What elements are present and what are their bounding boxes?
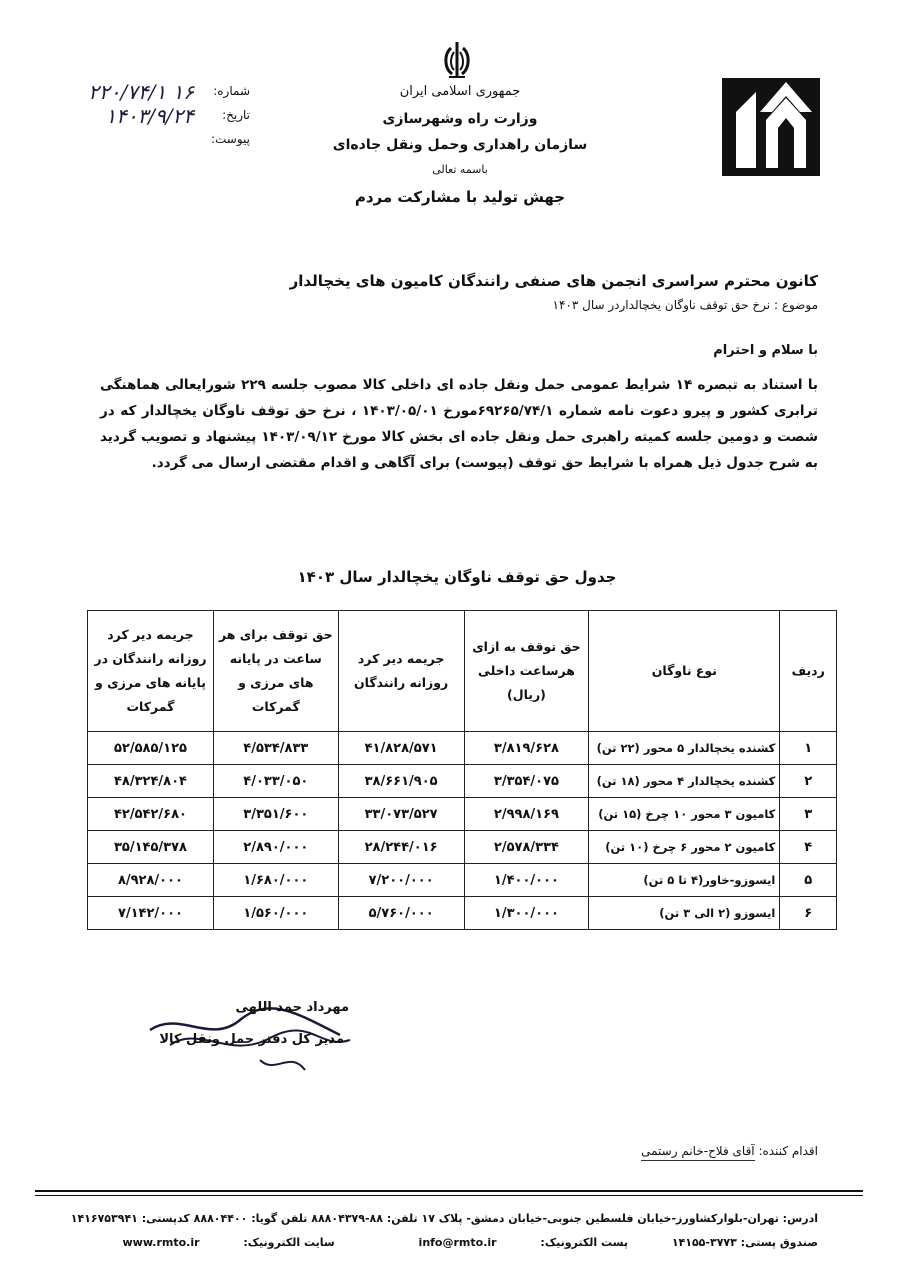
footer-contacts — [58, 1236, 818, 1249]
website-link[interactable]: www.rmto.ir — [122, 1236, 200, 1249]
action-by — [641, 1144, 818, 1158]
letter-meta — [70, 80, 250, 152]
iran-emblem-icon — [440, 40, 474, 80]
hourly-border: ۳/۳۵۱/۶۰۰ — [213, 798, 338, 831]
country-name: جمهوری اسلامی ایران — [399, 84, 521, 99]
invocation: باسمه تعالی — [432, 163, 488, 176]
organization-name: سازمان راهداری وحمل ونقل جاده‌ای — [332, 137, 588, 153]
row-number: ۳ — [780, 798, 837, 831]
header-hourly-border: حق توقف برای هر ساعت در پایانه های مرزی و گمرکات — [213, 611, 338, 732]
hourly-domestic: ۳/۳۵۴/۰۷۵ — [464, 765, 589, 798]
row-number: ۲ — [780, 765, 837, 798]
signatory-title: مدیر کل دفتر حمل ونقل کالا — [159, 1032, 344, 1047]
action-names: آقای فلاح-خانم رستمی — [641, 1144, 755, 1161]
fleet-type: کشنده یخچالدار ۵ محور (۲۲ تن) — [589, 732, 780, 765]
header-daily-penalty-border: جریمه دیر کرد روزانه رانندگان در پایانه های مرزی و گمرکات — [88, 611, 214, 732]
table-row — [88, 798, 837, 831]
row-number: ۶ — [780, 897, 837, 930]
table-title: جدول حق توقف ناوگان یخچالدار سال ۱۴۰۳ — [297, 568, 617, 586]
signatory-name: مهرداد حمد اللهی — [235, 1000, 349, 1015]
fleet-type: ایسوزو (۲ الی ۳ تن) — [589, 897, 780, 930]
row-number: ۵ — [780, 864, 837, 897]
website-block — [83, 1236, 335, 1249]
hourly-domestic: ۲/۹۹۸/۱۶۹ — [464, 798, 589, 831]
hourly-border: ۴/۰۳۳/۰۵۰ — [213, 765, 338, 798]
daily-penalty-border: ۳۵/۱۴۵/۳۷۸ — [88, 831, 214, 864]
letterhead — [300, 84, 620, 206]
table-row — [88, 897, 837, 930]
email-label: پست الکترونیک: — [540, 1236, 628, 1249]
hourly-border: ۱/۵۶۰/۰۰۰ — [213, 897, 338, 930]
table-row — [88, 732, 837, 765]
rmto-logo-icon — [716, 72, 826, 182]
daily-penalty-border: ۸/۹۲۸/۰۰۰ — [88, 864, 214, 897]
daily-penalty-border: ۷/۱۴۲/۰۰۰ — [88, 897, 214, 930]
table-row — [88, 765, 837, 798]
letter-body: با استناد به تبصره ۱۴ شرایط عمومی حمل ونقل جاده ای داخلی کالا مصوب جلسه ۲۲۹ شورایعالی هماهنگی ترابری کشور و پیرو دعوت نامه شماره ۶۹۲۶۵/۷۴/۱مورخ ۱۴۰۳/۰۵/۰۱ ، نرخ حق توقف ناوگان یخچالدار که در شصت و دومین جلسه کمیته راهبری حمل ونقل جاده ای بخش کالا مورخ ۱۴۰۳/۰۹/۱۲ پیشنهاد و تصویب گردید به شرح جدول ذیل همراه با شرایط حق توقف (پیوست) برای آگاهی و اقدام مقتضی ارسال می گردد. — [100, 377, 819, 471]
daily-penalty: ۳۳/۰۷۳/۵۲۷ — [338, 798, 464, 831]
hourly-domestic: ۱/۴۰۰/۰۰۰ — [464, 864, 589, 897]
header-row-number: ردیف — [780, 611, 837, 732]
daily-penalty-border: ۴۲/۵۴۲/۶۸۰ — [88, 798, 214, 831]
email-block — [375, 1236, 628, 1249]
subject: موضوع : نرخ حق توقف ناوگان یخچالداردر سال ۱۴۰۳ — [552, 298, 818, 312]
daily-penalty: ۳۸/۶۶۱/۹۰۵ — [338, 765, 464, 798]
hourly-domestic: ۱/۳۰۰/۰۰۰ — [464, 897, 589, 930]
table-row — [88, 864, 837, 897]
table-row — [88, 831, 837, 864]
action-label: اقدام کننده: — [758, 1144, 818, 1158]
website-label: سایت الکترونیک: — [243, 1236, 335, 1249]
footer-divider — [35, 1190, 863, 1192]
daily-penalty: ۵/۷۶۰/۰۰۰ — [338, 897, 464, 930]
daily-penalty: ۷/۲۰۰/۰۰۰ — [338, 864, 464, 897]
fleet-type: کامیون ۳ محور ۱۰ چرخ (۱۵ تن) — [589, 798, 780, 831]
ministry-name: وزارت راه وشهرسازی — [382, 111, 538, 127]
daily-penalty-border: ۵۲/۵۸۵/۱۲۵ — [88, 732, 214, 765]
footer-address: ادرس: تهران-بلوارکشاورز-خیابان فلسطین جنوبی-خیابان دمشق- پلاک ۱۷ تلفن: ۸۸-۸۸۸۰۴۳۷۹ تلفن گویا: ۸۸۸۰۴۴۰۰ کدپستی: ۱۴۱۶۷۵۳۹۴۱ — [70, 1212, 818, 1225]
number-label: شماره: — [213, 84, 250, 98]
daily-penalty: ۴۱/۸۲۸/۵۷۱ — [338, 732, 464, 765]
hourly-domestic: ۲/۵۷۸/۳۳۴ — [464, 831, 589, 864]
hourly-domestic: ۳/۸۱۹/۶۲۸ — [464, 732, 589, 765]
hourly-border: ۴/۵۳۴/۸۳۳ — [213, 732, 338, 765]
greeting: با سلام و احترام — [713, 343, 818, 358]
header-fleet-type: نوع ناوگان — [589, 611, 780, 732]
row-number: ۴ — [780, 831, 837, 864]
date-label: تاریخ: — [222, 108, 250, 122]
slogan: جهش تولید با مشارکت مردم — [354, 188, 566, 206]
hourly-border: ۲/۸۹۰/۰۰۰ — [213, 831, 338, 864]
header-daily-penalty: جریمه دیر کرد روزانه رانندگان — [338, 611, 464, 732]
table-header-row — [88, 611, 837, 732]
number-value: ۱۶ ۲۲۰/۷۴/۱ — [88, 80, 194, 104]
daily-penalty: ۲۸/۲۴۴/۰۱۶ — [338, 831, 464, 864]
rates-table — [87, 610, 837, 930]
fleet-type: کشنده یخچالدار ۴ محور (۱۸ تن) — [589, 765, 780, 798]
hourly-border: ۱/۶۸۰/۰۰۰ — [213, 864, 338, 897]
po-box: صندوق پستی: ۳۷۷۳-۱۴۱۵۵ — [671, 1236, 818, 1249]
email-link[interactable]: info@rmto.ir — [418, 1236, 497, 1249]
fleet-type: ایسوزو-خاور(۴ تا ۵ تن) — [589, 864, 780, 897]
addressee: کانون محترم سراسری انجمن های صنفی رانندگان کامیون های یخچالدار — [289, 272, 818, 290]
footer-divider-thin — [35, 1195, 863, 1196]
attachment-label: پیوست: — [210, 132, 250, 146]
date-value: ۱۴۰۳/۹/۲۴ — [105, 104, 194, 128]
header-hourly-domestic: حق توقف به ازای هرساعت داخلی (ریال) — [464, 611, 589, 732]
fleet-type: کامیون ۲ محور ۶ چرخ (۱۰ تن) — [589, 831, 780, 864]
row-number: ۱ — [780, 732, 837, 765]
daily-penalty-border: ۴۸/۳۲۴/۸۰۴ — [88, 765, 214, 798]
